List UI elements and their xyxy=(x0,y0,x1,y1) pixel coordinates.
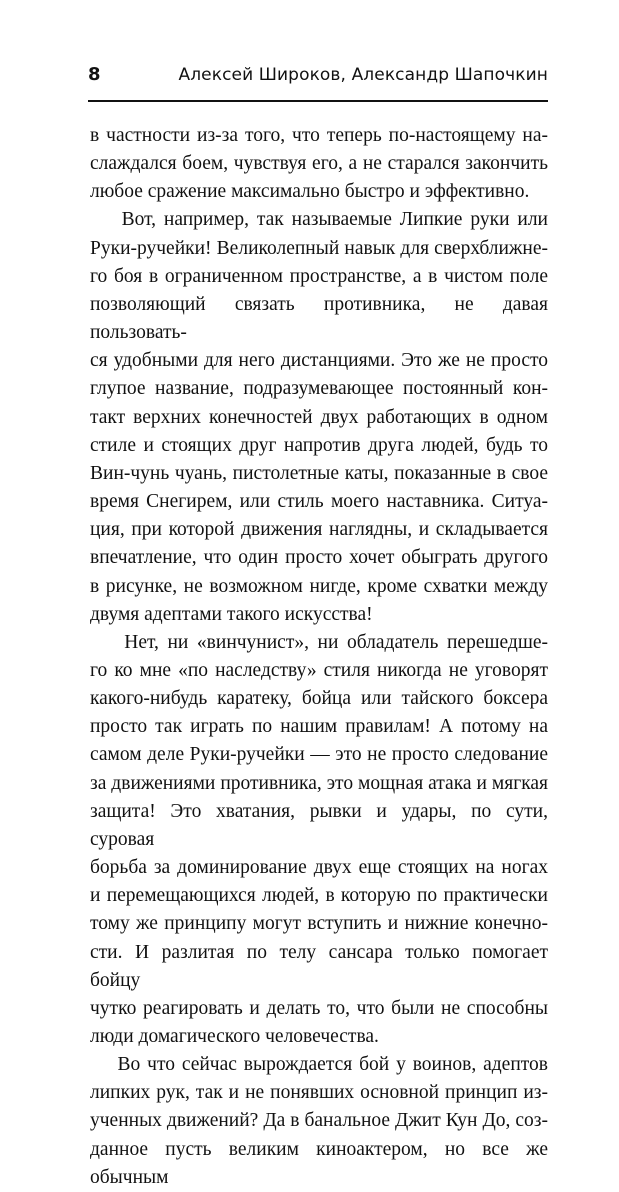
text-line: такт верхних конечностей двух работающих в одном xyxy=(90,406,548,428)
text-line: любое сражение максимально быстро и эффективно. xyxy=(90,181,530,203)
text-line: Вот, например, так называемые Липкие руки или xyxy=(90,209,548,231)
text-line: впечатление, что один просто хочет обыграть другого xyxy=(90,547,548,569)
text-line: слаждался боем, чувствуя его, а не старался закончить xyxy=(90,153,548,175)
text-line: люди домагического человечества. xyxy=(90,1026,379,1047)
text-line: Вин-чунь чуань, пистолетные каты, показанные в свое xyxy=(90,462,548,484)
text-line: го боя в ограниченном пространстве, а в чистом поле xyxy=(90,265,548,287)
text-line: данное пусть великим киноактером, но все же обычным xyxy=(90,1138,548,1188)
text-line: Нет, ни «винчунист», ни обладатель перешедше- xyxy=(90,631,548,653)
text-line: ся удобными для него дистанциями. Это же не просто xyxy=(90,350,548,372)
text-line: двумя адептами такого искусства! xyxy=(90,603,373,625)
text-line: Руки-ручейки! Великолепный навык для сверхближне- xyxy=(90,237,548,259)
text-line: ученных движений? Да в банальное Джит Кун До, соз- xyxy=(90,1110,548,1132)
text-line: го ко мне «по наследству» стиля никогда не уговорят xyxy=(90,659,548,681)
text-line: Во что сейчас вырождается бой у воинов, адептов xyxy=(90,1054,548,1076)
text-line: в частности из-за того, что теперь по-настоящему на- xyxy=(90,125,548,146)
page-header xyxy=(88,64,548,85)
text-line: за движениями противника, это мощная атака и мягкая xyxy=(90,772,548,794)
text-line: глупое название, подразумевающее постоянный кон- xyxy=(90,378,548,400)
text-line: и перемещающихся людей, в которую по практически xyxy=(90,885,548,907)
text-line: стиле и стоящих друг напротив друга людей, будь то xyxy=(90,434,548,456)
header-rule xyxy=(88,100,548,102)
text-line: в рисунке, не возможном нигде, кроме схватки между xyxy=(90,575,548,597)
text-line: чутко реагировать и делать то, что были не способны xyxy=(90,997,548,1019)
text-line: просто так играть по нашим правилам! А потому на xyxy=(90,716,548,738)
text-line: борьба за доминирование двух еще стоящих на ногах xyxy=(90,857,548,879)
text-line: тому же принципу могут вступить и нижние конечно- xyxy=(90,913,548,935)
text-line: сти. И разлитая по телу сансара только помогает бойцу xyxy=(90,941,548,991)
running-head: Алексей Широков, Александр Шапочкин xyxy=(178,65,548,85)
text-line: позволяющий связать противника, не давая пользовать- xyxy=(90,293,548,344)
text-line: липких рук, так и не понявших основной принцип из- xyxy=(90,1082,548,1104)
text-line: какого-нибудь каратеку, бойца или тайского боксера xyxy=(90,688,548,710)
text-line: ция, при которой движения наглядны, и складывается xyxy=(90,519,548,541)
text-line: самом деле Руки-ручейки — это не просто следование xyxy=(90,744,548,766)
text-line: время Снегирем, или стиль моего наставника. Ситуа- xyxy=(90,491,548,513)
page-number: 8 xyxy=(88,64,101,85)
body-text xyxy=(90,122,548,1192)
text-line: защита! Это хватания, рывки и удары, по сути, суровая xyxy=(90,800,548,850)
